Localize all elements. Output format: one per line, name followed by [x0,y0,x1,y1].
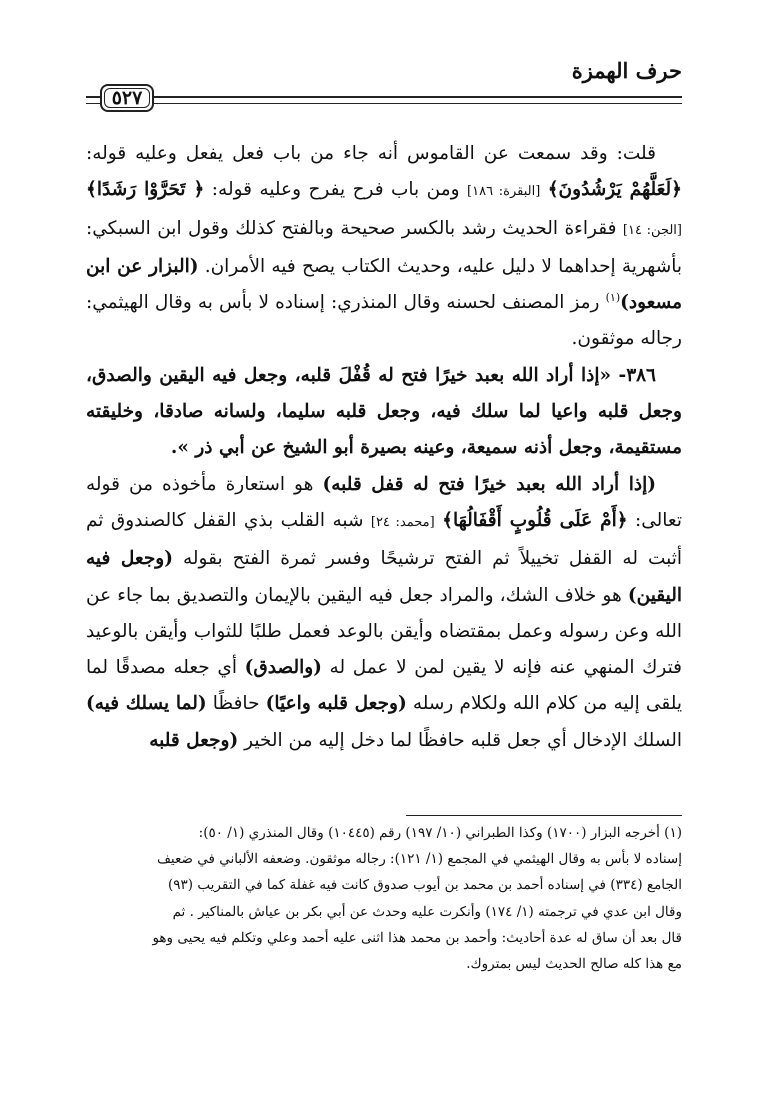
hadith-phrase: (وجعل فيه اليقين) [86,548,682,606]
text-run: حافظًا [212,693,260,715]
hadith-paragraph [86,358,682,467]
text-run: فقراءة الحديث رشد بالكسر صحيحة وبالفتح كذلك وقول ابن السبكي: بأشهرية إحداهما لا دليل عليه، وحديث الكتاب يصح فيه الأمران. [86,217,682,277]
commentary-paragraph-1 [86,136,682,358]
footnote-line: (١) أخرجه البزار (١٧٠٠) وكذا الطبراني (١٠/ ١٩٧) رقم (١٠٤٤٥) وقال المنذري (١/ ٥٠): [198,825,682,841]
commentary-paragraph-2 [86,467,682,759]
text-run: رمز المصنف لحسنه وقال المنذري: إسناده لا بأس به وقال الهيثمي: رجاله موثقون. [86,292,682,350]
page-header [86,58,682,122]
text-run: أي جعله مصدقًا لما يلقى إليه من كلام الله ولكلام رسله [86,657,682,715]
text-run: السلك الإدخال أي جعل قلبه حافظًا لما دخل إليه من الخير [244,729,682,751]
hadith-phrase: (والصدق) [244,657,322,679]
footnote-line: إسناده لا بأس به وقال الهيثمي في المجمع (١/ ١٢١): رجاله موثقون. وضعفه الألباني في ضعيف [156,851,682,868]
footnotes [86,820,682,977]
text-run: شبه القلب بذي القفل كالصندوق ثم أثبت له القفل تخييلاً ثم الفتح ترشيحًا وفسر ثمرة الفتح بقوله [86,509,682,570]
footnote-line: مع هذا كله صالح الحديث ليس بمتروك. [466,956,682,973]
source-citation: (البزار عن ابن مسعود) [86,255,682,314]
page-number: ٥٢٧ [100,84,154,112]
hadith-phrase: (لما يسلك فيه) [86,693,207,715]
hadith-phrase: (وجعل قلبه واعيًا) [265,693,407,715]
quran-verse: ﴿ تَحَرَّوْا رَشَدًا﴾ [86,179,205,201]
quran-verse: ﴿أَمْ عَلَى قُلُوبٍ أَقْفَالُهَا﴾ [442,509,628,531]
text-run: ومن باب فرح يفرح وعليه قوله: [211,179,460,201]
text-run: هو استعارة مأخوذه من قوله تعالى: [86,473,682,531]
footnote-marker: (١) [605,291,621,305]
chapter-title: حرف الهمزة [571,58,682,83]
verse-reference: [البقرة: ١٨٦] [467,184,541,200]
footnote-separator [406,815,682,816]
footnote-line: قال بعد أن ساق له عدة أحاديث: وأحمد بن محمد هذا اثنى عليه أحمد وعلي وتكلم فيه يحيى وهو [152,929,682,946]
hadith-phrase: (إذا أراد الله بعبد خيرًا فتح له قفل قلبه) [322,473,656,495]
quran-verse: ﴿لَعَلَّهُمْ يَرْشُدُونَ﴾ [547,179,683,201]
header-rule-end [86,96,100,104]
verse-reference: [محمد: ٢٤] [370,514,435,530]
footnote-line: وقال ابن عدي في ترجمته (١/ ١٧٤) وأنكرت عليه وحدث عن أبي بكر بن عياش بالمناكير . ثم [172,903,682,920]
text-run: قلت: وقد سمعت عن القاموس أنه جاء من باب فعل يفعل وعليه قوله: [86,143,656,164]
footnote-line: الجامع (٣٣٤) في إسناده أحمد بن محمد بن أيوب صدوق كانت فيه غفلة كما في التقريب (٩٣) [168,877,682,894]
hadith-phrase: (وجعل قلبه [149,729,239,751]
main-text [86,136,682,759]
header-rule [154,96,682,104]
verse-reference: [الجن: ١٤] [622,222,682,238]
text-run: هو خلاف الشك، والمراد جعل فيه اليقين بالإيمان والتصديق بما جاء عن الله وعن رسوله وعمل بمقتضاه وأيقن بالوعد فعمل طلبًا للثواب وأيقن بالوعيد فترك المنهي عنه فإنه لا يقين لمن لا عمل له [86,584,683,679]
hadith-text: ٣٨٦- «إذا أراد الله بعبد خيرًا فتح له قُفْلَ قلبه، وجعل فيه اليقين والصدق، وجعل قلبه واعيا لما سلك فيه، وجعل قلبه سليما، ولسانه صادقا، وخليقته مستقيمة، وجعل أذنه سميعة، وعينه بصيرة أبو الشيخ عن أبي ذر ». [86,364,682,459]
